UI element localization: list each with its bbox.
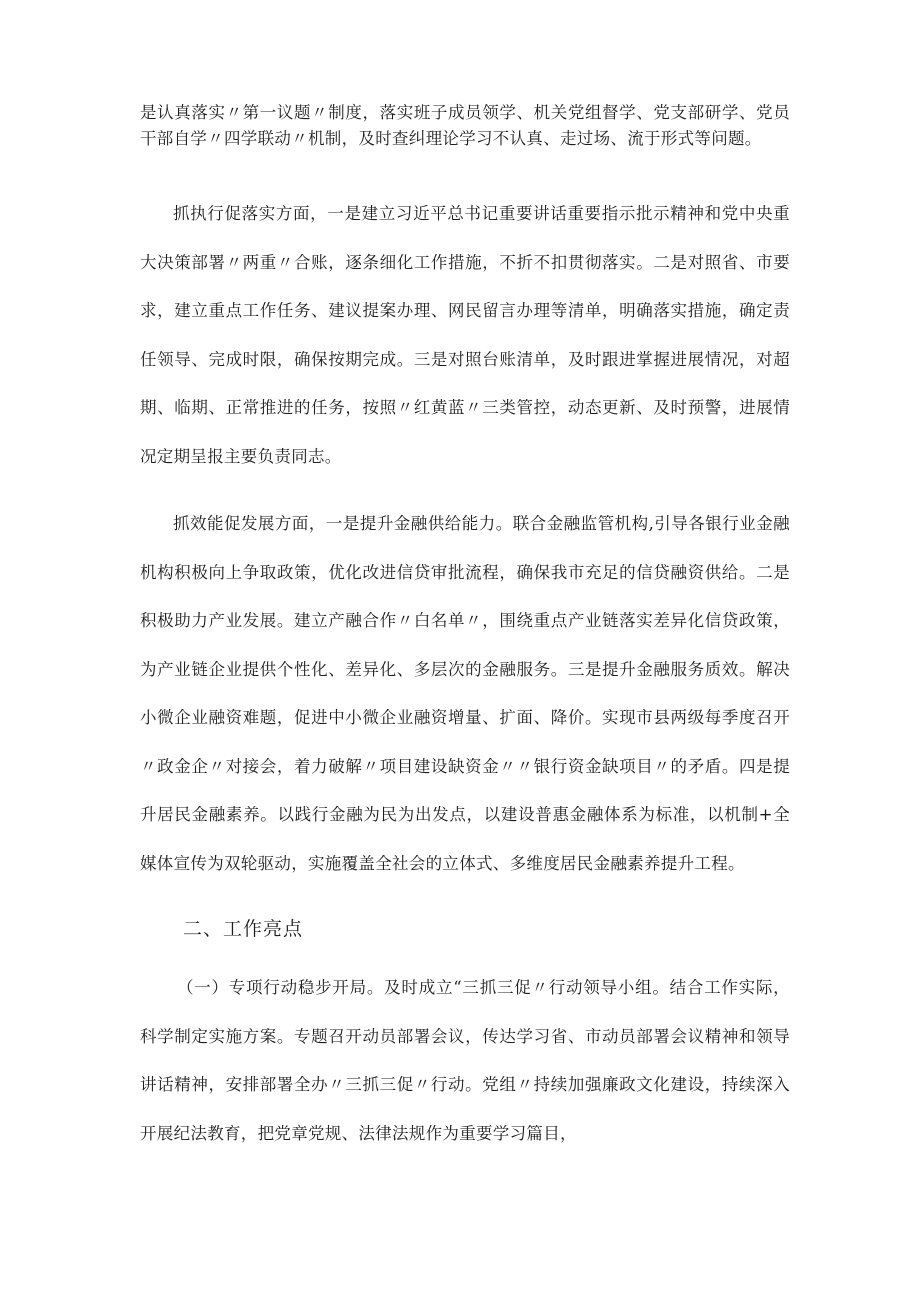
- section-heading: 二、工作亮点: [183, 918, 304, 940]
- execution-paragraph: 抓执行促落实方面，一是建立习近平总书记重要讲话重要指示批示精神和党中央重大决策部署〃两重〃合账，逐条细化工作措施，不折不扣贯彻落实。二是对照省、市要求，建立重点工作任务、建议提案办理、网民留言办理等清单，明确落实措施，确定责任领导、完成时限，确保按期完成。三是对照台账清单，及时跟进掌握进展情况，对超期、临期、正常推进的任务，按照〃红黄蓝〃三类管控，动态更新、及时预警，进展情况定期呈报主要负责同志。: [140, 204, 790, 466]
- intro-paragraph: 是认真落实〃第一议题〃制度，落实班子成员领学、机关党组督学、党支部研学、党员干部自学〃四学联动〃机制，及时查纠理论学习不认真、走过场、流于形式等问题。: [140, 103, 790, 148]
- highlight-paragraph: （一）专项行动稳步开局。及时成立“三抓三促〃行动领导小组。结合工作实际，科学制定实施方案。专题召开动员部署会议，传达学习省、市动员部署会议精神和领导讲话精神，安排部署全办〃三抓三促〃行动。党组〃持续加强廉政文化建设，持续深入开展纪法教育，把党章党规、法律法规作为重要学习篇目，: [140, 978, 790, 1143]
- efficiency-paragraph: 抓效能促发展方面，一是提升金融供给能力。联合金融监管机构,引导各银行业金融机构积极向上争取政策，优化改进信贷审批流程，确保我市充足的信贷融资供给。二是积极助力产业发展。建立产融合作〃白名单〃，围绕重点产业链落实差异化信贷政策，为产业链企业提供个性化、差异化、多层次的金融服务。三是提升金融服务质效。解决小微企业融资难题，促进中小微企业融资增量、扩面、降价。实现市县两级每季度召开〃政金企〃对接会，着力破解〃项目建设缺资金〃〃银行资金缺项目〃的矛盾。四是提升居民金融素养。以践行金融为民为出发点，以建设普惠金融体系为标准，以机制+全媒体宣传为双轮驱动，实施覆盖全社会的立体式、多维度居民金融素养提升工程。: [140, 514, 790, 873]
